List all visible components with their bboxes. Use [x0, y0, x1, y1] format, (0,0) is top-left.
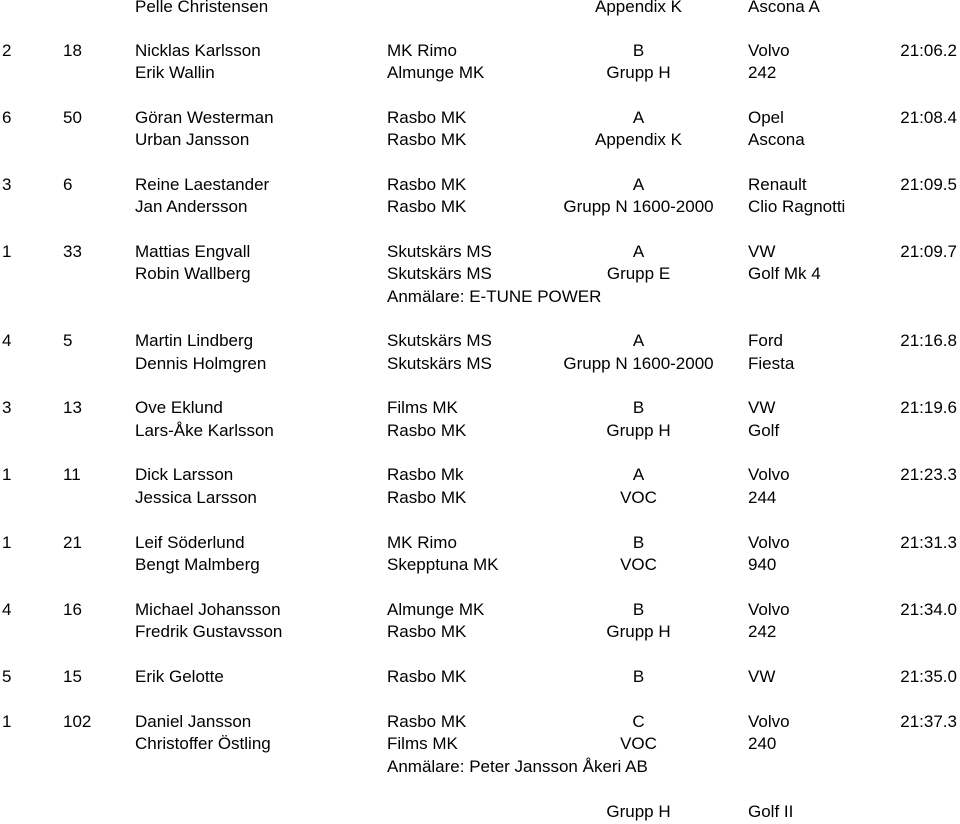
driver-club: MK Rimo [387, 533, 457, 552]
car-make: Volvo [748, 712, 790, 731]
position: 5 [2, 667, 12, 686]
codriver-name: Dennis Holmgren [135, 354, 267, 373]
codriver-row [0, 196, 960, 218]
driver-club: Almunge MK [387, 600, 485, 619]
group: Appendix K [595, 130, 682, 149]
driver-club: Skutskärs MS [387, 331, 492, 350]
car-make: Volvo [748, 600, 790, 619]
group: VOC [620, 488, 657, 507]
car-make: VW [748, 398, 776, 417]
driver-club: MK Rimo [387, 41, 457, 60]
group: Grupp H [606, 63, 671, 82]
driver-name: Nicklas Karlsson [135, 41, 261, 60]
car-model: Golf II [748, 802, 794, 821]
driver-name: Reine Laestander [135, 175, 270, 194]
codriver-name: Erik Wallin [135, 63, 215, 82]
time: 21:09.5 [900, 175, 957, 194]
time: 21:35.0 [900, 667, 957, 686]
car-make: VW [748, 242, 776, 261]
codriver-name: Christoffer Östling [135, 734, 271, 753]
codriver-row [0, 62, 960, 84]
driver-club: Rasbo MK [387, 712, 467, 731]
position: 1 [2, 465, 12, 484]
codriver-club: Skutskärs MS [387, 354, 492, 373]
codriver-club: Rasbo MK [387, 622, 467, 641]
driver-row [0, 40, 960, 62]
time: 21:23.3 [900, 465, 957, 484]
codriver-name: Jan Andersson [135, 197, 248, 216]
car-model: Ascona A [748, 0, 820, 16]
time: 21:31.3 [900, 533, 957, 552]
entrant-row [0, 756, 960, 778]
driver-row [0, 241, 960, 263]
position: 2 [2, 41, 12, 60]
start-number: 16 [63, 600, 82, 619]
group: Grupp H [606, 622, 671, 641]
codriver-club: Almunge MK [387, 63, 485, 82]
time: 21:09.7 [900, 242, 957, 261]
driver-name: Ove Eklund [135, 398, 223, 417]
codriver-row [0, 554, 960, 576]
group: VOC [620, 555, 657, 574]
class: A [632, 242, 645, 261]
group: Grupp N 1600-2000 [563, 354, 714, 373]
driver-row [0, 532, 960, 554]
driver-row [0, 174, 960, 196]
driver-row [0, 464, 960, 486]
codriver-row [0, 733, 960, 755]
class: A [632, 108, 645, 127]
position: 1 [2, 533, 12, 552]
car-model: Clio Ragnotti [748, 197, 846, 216]
driver-row [0, 711, 960, 733]
entrant-row [0, 286, 960, 308]
group: Grupp N 1600-2000 [563, 197, 714, 216]
position: 4 [2, 331, 12, 350]
codriver-row [0, 420, 960, 442]
codriver-row [0, 621, 960, 643]
time: 21:34.0 [900, 600, 957, 619]
codriver-name: Fredrik Gustavsson [135, 622, 283, 641]
position: 3 [2, 398, 12, 417]
position: 3 [2, 175, 12, 194]
driver-club: Rasbo MK [387, 667, 467, 686]
start-number: 11 [63, 465, 81, 484]
start-number: 5 [63, 331, 73, 350]
position: 4 [2, 600, 12, 619]
start-number: 13 [63, 398, 82, 417]
position: 6 [2, 108, 12, 127]
codriver-name: Lars-Åke Karlsson [135, 421, 274, 440]
driver-name: Erik Gelotte [135, 667, 224, 686]
codriver-club: Rasbo MK [387, 197, 467, 216]
car-make: Opel [748, 108, 784, 127]
time: 21:16.8 [900, 331, 957, 350]
codriver-name: Jessica Larsson [135, 488, 257, 507]
driver-name: Mattias Engvall [135, 242, 251, 261]
entrant-note: Anmälare: E-TUNE POWER [387, 287, 602, 306]
car-make: Volvo [748, 41, 790, 60]
car-model: 242 [748, 622, 777, 641]
car-make: VW [748, 667, 776, 686]
driver-row [0, 666, 960, 688]
car-model: 940 [748, 555, 777, 574]
start-number: 21 [63, 533, 82, 552]
driver-name: Dick Larsson [135, 465, 234, 484]
position: 1 [2, 712, 12, 731]
car-model: Golf [748, 421, 780, 440]
group: Grupp H [606, 802, 671, 821]
time: 21:08.4 [900, 108, 957, 127]
start-number: 102 [63, 712, 92, 731]
driver-name: Martin Lindberg [135, 331, 254, 350]
driver-name: Michael Johansson [135, 600, 281, 619]
class: B [632, 600, 645, 619]
driver-name: Göran Westerman [135, 108, 274, 127]
driver-club: Rasbo Mk [387, 465, 464, 484]
driver-row [0, 599, 960, 621]
driver-club: Films MK [387, 398, 458, 417]
car-make: Volvo [748, 533, 790, 552]
driver-row [0, 107, 960, 129]
class: B [632, 667, 645, 686]
driver-row [0, 397, 960, 419]
class: C [632, 712, 645, 731]
start-number: 18 [63, 41, 82, 60]
codriver-club: Rasbo MK [387, 421, 467, 440]
driver-name: Leif Söderlund [135, 533, 245, 552]
driver-club: Rasbo MK [387, 175, 467, 194]
group: VOC [620, 734, 657, 753]
driver-club: Rasbo MK [387, 108, 467, 127]
class: A [632, 465, 645, 484]
codriver-row [0, 129, 960, 151]
group: Grupp H [606, 421, 671, 440]
codriver-club: Films MK [387, 734, 458, 753]
class: B [632, 533, 645, 552]
class: B [632, 398, 645, 417]
codriver-row [0, 801, 960, 823]
start-number: 6 [63, 175, 73, 194]
time: 21:37.3 [900, 712, 957, 731]
group: Grupp E [606, 264, 671, 283]
codriver-row [0, 263, 960, 285]
driver-row [0, 330, 960, 352]
class: A [632, 331, 645, 350]
time: 21:06.2 [900, 41, 957, 60]
class: A [632, 175, 645, 194]
driver-club: Skutskärs MS [387, 242, 492, 261]
codriver-club: Rasbo MK [387, 488, 467, 507]
codriver-name: Robin Wallberg [135, 264, 251, 283]
position: 1 [2, 242, 12, 261]
codriver-row [0, 353, 960, 375]
codriver-club: Skutskärs MS [387, 264, 492, 283]
car-model: 240 [748, 734, 777, 753]
codriver-club: Skepptuna MK [387, 555, 499, 574]
car-model: 242 [748, 63, 777, 82]
car-model: 244 [748, 488, 777, 507]
time: 21:19.6 [900, 398, 957, 417]
start-number: 50 [63, 108, 82, 127]
car-model: Fiesta [748, 354, 795, 373]
codriver-name: Pelle Christensen [135, 0, 269, 16]
driver-name: Daniel Jansson [135, 712, 252, 731]
codriver-club: Rasbo MK [387, 130, 467, 149]
class: B [632, 41, 645, 60]
entrant-note: Anmälare: Peter Jansson Åkeri AB [387, 757, 648, 776]
codriver-name: Urban Jansson [135, 130, 250, 149]
car-make: Renault [748, 175, 807, 194]
car-model: Golf Mk 4 [748, 264, 821, 283]
start-number: 33 [63, 242, 82, 261]
group: Appendix K [595, 0, 682, 16]
codriver-row [0, 487, 960, 509]
codriver-name: Bengt Malmberg [135, 555, 260, 574]
car-make: Volvo [748, 465, 790, 484]
start-number: 15 [63, 667, 82, 686]
car-model: Ascona [748, 130, 805, 149]
codriver-row [0, 0, 960, 18]
car-make: Ford [748, 331, 783, 350]
